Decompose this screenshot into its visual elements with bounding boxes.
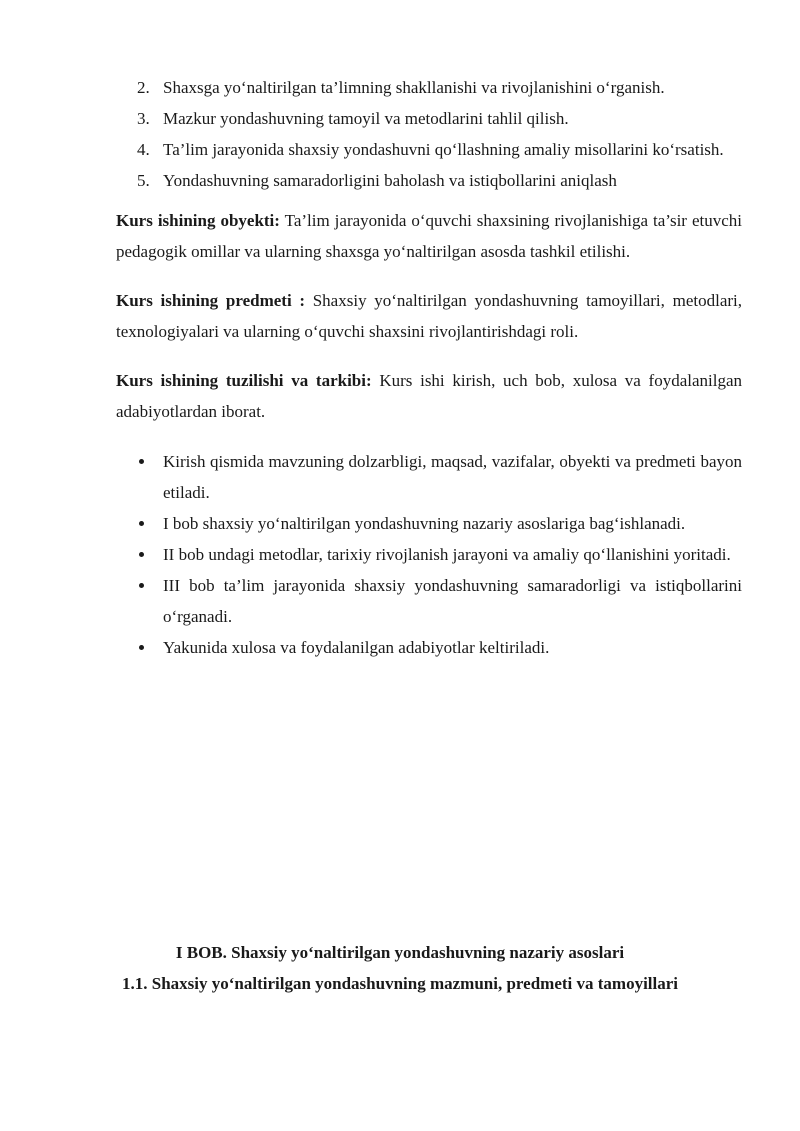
list-item-text: Mazkur yondashuvning tamoyil va metodlarini tahlil qilish. <box>163 109 569 128</box>
list-item-number: 5. <box>137 171 150 190</box>
object-paragraph <box>116 205 742 267</box>
bullet-icon <box>139 583 144 588</box>
chapter-title: I BOB. Shaxsiy yo‘naltirilgan yondashuvning nazariy asoslari <box>175 943 625 962</box>
list-item <box>116 165 742 196</box>
list-item <box>116 72 742 103</box>
list-item <box>116 632 742 663</box>
bullet-icon <box>139 552 144 557</box>
tasks-list <box>116 72 742 196</box>
structure-bullet-list <box>116 446 742 663</box>
subject-paragraph <box>116 285 742 347</box>
subject-label: Kurs ishining predmeti : <box>116 291 306 310</box>
object-text: Ta’lim jarayonida o‘quvchi shaxsining rivojlanishiga ta’sir etuvchi pedagogik omillar va ularning shaxsga yo‘naltirilgan asosda tashkil etilishi. <box>116 211 742 261</box>
list-item-text: Yakunida xulosa va foydalanilgan adabiyotlar keltiriladi. <box>163 638 550 657</box>
section-title: 1.1. Shaxsiy yo‘naltirilgan yondashuvning mazmuni, predmeti va tamoyillari <box>121 974 679 993</box>
list-item-number: 4. <box>137 140 150 159</box>
list-item-number: 2. <box>137 78 150 97</box>
list-item-text: Ta’lim jarayonida shaxsiy yondashuvni qo‘llashning amaliy misollarini ko‘rsatish. <box>163 140 724 159</box>
structure-label: Kurs ishining tuzilishi va tarkibi: <box>116 371 372 390</box>
list-item-number: 3. <box>137 109 150 128</box>
list-item-text: Shaxsga yo‘naltirilgan ta’limning shakllanishi va rivojlanishini o‘rganish. <box>163 78 665 97</box>
bullet-icon <box>139 521 144 526</box>
list-item-text: Kirish qismida mavzuning dolzarbligi, maqsad, vazifalar, obyekti va predmeti bayon etiladi. <box>163 452 742 502</box>
list-item <box>116 539 742 570</box>
bullet-icon <box>139 459 144 464</box>
list-item-text: II bob undagi metodlar, tarixiy rivojlanish jarayoni va amaliy qo‘llanishini yoritadi. <box>163 545 731 564</box>
list-item <box>116 446 742 508</box>
list-item-text: III bob ta’lim jarayonida shaxsiy yondashuvning samaradorligi va istiqbollarini o‘rganadi. <box>163 576 742 626</box>
bullet-icon <box>139 645 144 650</box>
page-content <box>116 72 742 663</box>
list-item <box>116 508 742 539</box>
structure-paragraph <box>116 365 742 427</box>
list-item-text: Yondashuvning samaradorligini baholash va istiqbollarini aniqlash <box>163 171 617 190</box>
list-item <box>116 134 742 165</box>
subject-text: Shaxsiy yo‘naltirilgan yondashuvning tamoyillari, metodlari, texnologiyalari va ularning o‘quvchi shaxsini rivojlantirishdagi roli. <box>116 291 742 341</box>
object-label: Kurs ishining obyekti: <box>116 211 280 230</box>
list-item <box>116 103 742 134</box>
list-item-text: I bob shaxsiy yo‘naltirilgan yondashuvning nazariy asoslariga bag‘ishlanadi. <box>163 514 686 533</box>
structure-text: Kurs ishi kirish, uch bob, xulosa va foydalanilgan adabiyotlardan iborat. <box>116 371 743 421</box>
list-item <box>116 570 742 632</box>
